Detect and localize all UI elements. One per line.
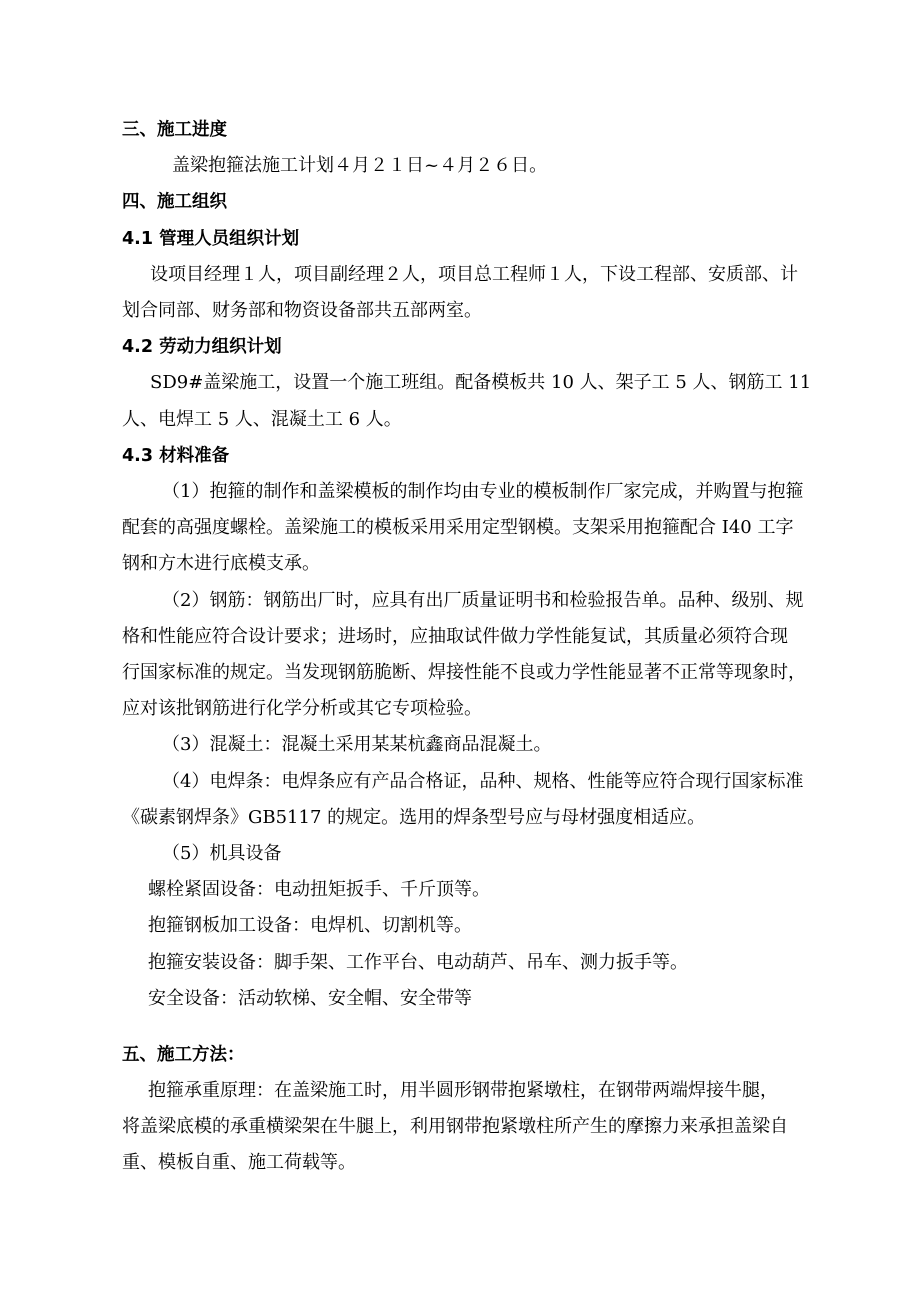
section-4-1-title: 4.1 管理人员组织计划 xyxy=(122,229,300,249)
section-4-3-title: 4.3 材料准备 xyxy=(122,446,230,466)
section-4-2-paragraph-line-1: SD9#盖梁施工，设置一个施工班组。配备模板共 10 人、架子工 5 人、钢筋工 11 xyxy=(150,372,812,393)
section-5-title: 五、施工方法： xyxy=(122,1045,245,1065)
materials-item-2-line-3: 行国家标准的规定。当发现钢筋脆断、焊接性能不良或力学性能显著不正常等现象时， xyxy=(122,662,806,683)
materials-item-5: （5）机具设备 xyxy=(162,843,282,864)
materials-item-4-line-1: （4）电焊条：电焊条应有产品合格证，品种、规格、性能等应符合现行国家标准 xyxy=(162,771,804,792)
materials-item-3: （3）混凝土：混凝土采用某某杭鑫商品混凝土。 xyxy=(162,734,552,755)
section-4-1-paragraph-line-1: 设项目经理１人，项目副经理２人，项目总工程师１人，下设工程部、安质部、计 xyxy=(150,264,798,285)
section-5-paragraph-line-1: 抱箍承重原理：在盖梁施工时，用半圆形钢带抱紧墩柱，在钢带两端焊接牛腿， xyxy=(148,1080,778,1101)
section-4-title: 四、施工组织 xyxy=(122,192,227,212)
materials-item-2-line-2: 格和性能应符合设计要求；进场时，应抽取试件做力学性能复试，其质量必须符合现 xyxy=(122,626,788,647)
materials-item-2-line-1: （2）钢筋：钢筋出厂时，应具有出厂质量证明书和检验报告单。品种、级别、规 xyxy=(162,590,804,611)
materials-item-1-line-2: 配套的高强度螺栓。盖梁施工的模板采用采用定型钢模。支架采用抱箍配合 I40 工字 xyxy=(122,517,794,538)
materials-item-2-line-4: 应对该批钢筋进行化学分析或其它专项检验。 xyxy=(122,698,482,719)
materials-item-1-line-3: 钢和方木进行底模支承。 xyxy=(122,553,320,574)
materials-item-4-line-2: 《碳素钢焊条》GB5117 的规定。选用的焊条型号应与母材强度相适应。 xyxy=(122,807,706,828)
section-5-paragraph-line-2: 将盖梁底模的承重横梁架在牛腿上，利用钢带抱紧墩柱所产生的摩擦力来承担盖梁自 xyxy=(122,1116,788,1137)
equipment-bolt-fastening: 螺栓紧固设备：电动扭矩扳手、千斤顶等。 xyxy=(148,879,490,900)
section-3-title: 三、施工进度 xyxy=(122,120,227,140)
section-3-body: 盖梁抱箍法施工计划４月２１日~４月２６日。 xyxy=(172,155,548,176)
section-4-2-title: 4.2 劳动力组织计划 xyxy=(122,337,282,357)
equipment-safety: 安全设备：活动软梯、安全帽、安全带等 xyxy=(148,988,472,1009)
materials-item-1-line-1: （1）抱箍的制作和盖梁模板的制作均由专业的模板制作厂家完成，并购置与抱箍 xyxy=(162,481,804,502)
section-5-paragraph-line-3: 重、模板自重、施工荷载等。 xyxy=(122,1152,356,1173)
equipment-hoop-installation: 抱箍安装设备：脚手架、工作平台、电动葫芦、吊车、测力扳手等。 xyxy=(148,952,688,973)
section-4-1-paragraph-line-2: 划合同部、财务部和物资设备部共五部两室。 xyxy=(122,300,482,321)
equipment-steel-plate-processing: 抱箍钢板加工设备：电焊机、切割机等。 xyxy=(148,915,472,936)
section-4-2-paragraph-line-2: 人、电焊工 5 人、混凝土工 6 人。 xyxy=(122,409,402,430)
